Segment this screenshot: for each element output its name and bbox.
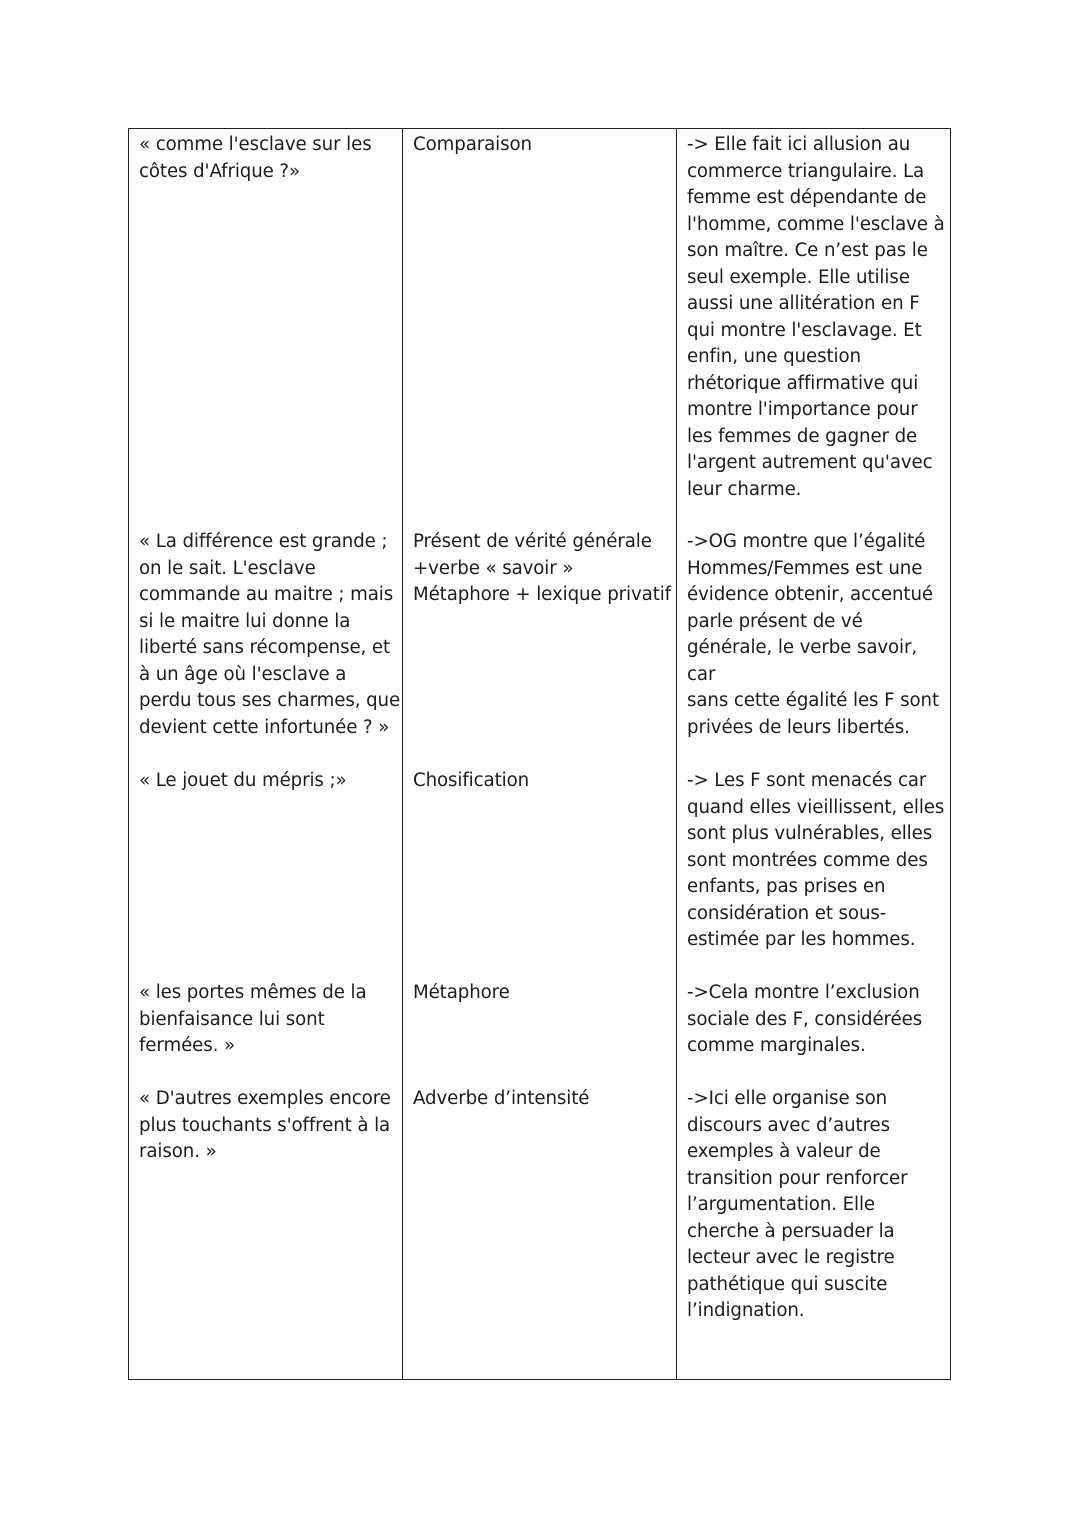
citation-cell: « les portes mêmes de la bienfaisance lui sont fermées. » [139, 982, 367, 1056]
analyse-cell: -> Elle fait ici allusion au commerce triangulaire. La femme est dépendante de l'homme, comme l'esclave à son maître. Ce n’est pas le seul exemple. Elle utilise aussi une allitération en F qui montre l'esclavage. Et enfin, une question rhétorique affirmative qui montre l'importance pour les femmes de gagner de l'argent autrement qu'avec leur charme. [687, 134, 945, 500]
procede-cell: Métaphore [413, 982, 510, 1003]
citation-cell: « D'autres exemples encore plus touchants s'offrent à la raison. » [139, 1088, 391, 1162]
procede-cell: Adverbe d’intensité [413, 1088, 590, 1109]
column-divider [402, 129, 403, 1379]
procede-cell: Présent de vérité générale +verbe « savoir » Métaphore + lexique privatif [413, 531, 671, 605]
analyse-cell: -> Les F sont menacés car quand elles vieillissent, elles sont plus vulnérables, elles sont montrées comme des enfants, pas prises en considération et sous- estimée par les hommes. [687, 770, 945, 950]
procede-cell: Chosification [413, 770, 530, 791]
column-divider [676, 129, 677, 1379]
citation-cell: « Le jouet du mépris ;» [139, 770, 347, 791]
citation-cell: « La différence est grande ; on le sait. L'esclave commande au maitre ; mais si le maitre lui donne la liberté sans récompense, et à un âge où l'esclave a perdu tous ses charmes, que devient cette infortunée ? » [139, 531, 401, 738]
citation-cell: « comme l'esclave sur les côtes d'Afrique ?» [139, 134, 372, 182]
analyse-cell: ->OG montre que l’égalité Hommes/Femmes est une évidence obtenir, accentué parle présent de vé générale, le verbe savoir, car sans cette égalité les F sont privées de leurs libertés. [687, 531, 940, 738]
analysis-table [128, 128, 951, 1380]
procede-cell: Comparaison [413, 134, 532, 155]
analyse-cell: ->Ici elle organise son discours avec d’autres exemples à valeur de transition pour renforcer l’argumentation. Elle cherche à persuader la lecteur avec le registre pathétique qui suscite l’indignation. [687, 1088, 908, 1321]
analyse-cell: ->Cela montre l’exclusion sociale des F, considérées comme marginales. [687, 982, 923, 1056]
